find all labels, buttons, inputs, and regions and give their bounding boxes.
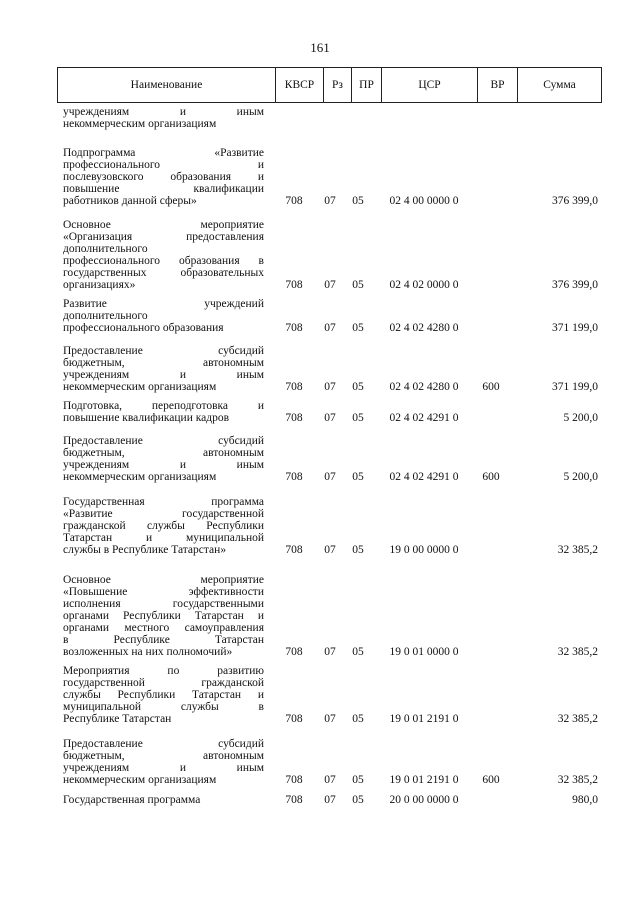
cell-pr: 05 [352, 279, 364, 291]
row-name [63, 345, 264, 393]
table-row [0, 106, 640, 130]
cell-sum: 5 200,0 [563, 471, 598, 483]
cell-sum: 32 385,2 [557, 713, 598, 725]
row-name-line: органами местного самоуправления [63, 622, 264, 634]
cell-rz: 07 [324, 322, 336, 334]
row-name-line: Предоставление субсидий [63, 345, 264, 357]
page-number: 161 [310, 40, 330, 55]
cell-kvsr: 708 [285, 544, 303, 556]
row-name-line: учреждениям и иным [63, 459, 264, 471]
cell-sum: 980,0 [572, 794, 598, 806]
cell-pr: 05 [352, 412, 364, 424]
row-name [63, 794, 264, 806]
table-row [0, 298, 640, 334]
cell-rz: 07 [324, 471, 336, 483]
row-name-line: «Организация предоставления [63, 231, 264, 243]
row-name-line: повышение квалификации [63, 183, 264, 195]
cell-rz: 07 [324, 774, 336, 786]
row-name-line: профессионального образования в [63, 255, 264, 267]
row-name-line: некоммерческим организациям [63, 774, 217, 786]
table-row [0, 496, 640, 556]
row-name [63, 665, 264, 725]
cell-rz: 07 [324, 794, 336, 806]
row-name [63, 147, 264, 207]
row-name-line: повышение квалификации кадров [63, 412, 230, 424]
header-kvsr: КВСР [276, 68, 324, 102]
table-row [0, 345, 640, 393]
header-vr: ВР [478, 68, 518, 102]
cell-rz: 07 [324, 646, 336, 658]
row-name-line: некоммерческим организациям [63, 381, 217, 393]
cell-sum: 5 200,0 [563, 412, 598, 424]
header-csr: ЦСР [382, 68, 478, 102]
cell-sum: 371 199,0 [552, 322, 598, 334]
cell-csr: 02 4 02 0000 0 [389, 279, 459, 291]
cell-csr: 19 0 01 0000 0 [389, 646, 459, 658]
header-pr: ПР [352, 68, 382, 102]
row-name-line: органами Республики Татарстан и [63, 610, 264, 622]
row-name [63, 219, 264, 291]
cell-pr: 05 [352, 646, 364, 658]
row-name-line: государственной гражданской [63, 677, 264, 689]
row-name-line: профессионального и [63, 159, 264, 171]
row-name [63, 106, 264, 130]
row-name-line: учреждениям и иным [63, 106, 264, 118]
row-name-line: бюджетным, автономным [63, 750, 264, 762]
row-name-line: Татарстан и муниципальной [63, 532, 264, 544]
cell-pr: 05 [352, 544, 364, 556]
row-name [63, 738, 264, 786]
cell-rz: 07 [324, 279, 336, 291]
table-row [0, 738, 640, 786]
row-name-line: Государственная программа [63, 794, 201, 806]
cell-csr: 19 0 00 0000 0 [389, 544, 459, 556]
cell-csr: 02 4 02 4291 0 [389, 471, 459, 483]
cell-kvsr: 708 [285, 195, 303, 207]
row-name [63, 496, 264, 556]
row-name-line: Республике Татарстан [63, 713, 172, 725]
table-header [57, 67, 602, 103]
cell-vr: 600 [482, 381, 500, 393]
row-name-line: государственных образовательных [63, 267, 264, 279]
row-name [63, 574, 264, 658]
table-row [0, 665, 640, 725]
cell-kvsr: 708 [285, 713, 303, 725]
row-name-line: возложенных на них полномочий» [63, 646, 233, 658]
cell-kvsr: 708 [285, 471, 303, 483]
cell-vr: 600 [482, 471, 500, 483]
row-name-line: послевузовского образования и [63, 171, 264, 183]
row-name-line: работников данной сферы» [63, 195, 197, 207]
cell-pr: 05 [352, 774, 364, 786]
table-row [0, 147, 640, 207]
row-name-line: учреждениям и иным [63, 762, 264, 774]
row-name-line: Основное мероприятие [63, 574, 264, 586]
row-name-line: некоммерческим организациям [63, 471, 217, 483]
row-name-line: гражданской службы Республики [63, 520, 264, 532]
table-row [0, 435, 640, 483]
row-name-line: Развитие учреждений [63, 298, 264, 310]
cell-csr: 20 0 00 0000 0 [389, 794, 459, 806]
row-name-line: исполнения государственными [63, 598, 264, 610]
cell-csr: 02 4 02 4291 0 [389, 412, 459, 424]
row-name-line: Предоставление субсидий [63, 738, 264, 750]
cell-pr: 05 [352, 195, 364, 207]
cell-kvsr: 708 [285, 794, 303, 806]
cell-sum: 32 385,2 [557, 544, 598, 556]
row-name-line: дополнительного [63, 243, 148, 255]
cell-kvsr: 708 [285, 279, 303, 291]
cell-pr: 05 [352, 794, 364, 806]
cell-rz: 07 [324, 713, 336, 725]
cell-kvsr: 708 [285, 322, 303, 334]
cell-csr: 19 0 01 2191 0 [389, 713, 459, 725]
row-name [63, 435, 264, 483]
cell-kvsr: 708 [285, 774, 303, 786]
header-sum: Сумма [543, 79, 576, 91]
cell-pr: 05 [352, 381, 364, 393]
row-name-line: муниципальной службы в [63, 701, 264, 713]
cell-rz: 07 [324, 195, 336, 207]
cell-pr: 05 [352, 713, 364, 725]
row-name-line: некоммерческим организациям [63, 118, 217, 130]
row-name-line: Мероприятия по развитию [63, 665, 264, 677]
row-name-line: Основное мероприятие [63, 219, 264, 231]
row-name-line: Подготовка, переподготовка и [63, 400, 264, 412]
row-name-line: Государственная программа [63, 496, 264, 508]
cell-rz: 07 [324, 412, 336, 424]
cell-csr: 02 4 02 4280 0 [389, 322, 459, 334]
table-row [0, 219, 640, 291]
row-name-line: в Республике Татарстан [63, 634, 264, 646]
row-name-line: профессионального образования [63, 322, 224, 334]
cell-sum: 32 385,2 [557, 646, 598, 658]
table-row [0, 400, 640, 424]
cell-sum: 376 399,0 [552, 279, 598, 291]
cell-csr: 19 0 01 2191 0 [389, 774, 459, 786]
cell-kvsr: 708 [285, 381, 303, 393]
row-name-line: дополнительного [63, 310, 148, 322]
row-name [63, 400, 264, 424]
cell-pr: 05 [352, 471, 364, 483]
table-row [0, 574, 640, 658]
header-name: Наименование [58, 68, 276, 102]
cell-kvsr: 708 [285, 646, 303, 658]
row-name-line: службы в Республике Татарстан» [63, 544, 227, 556]
cell-sum: 32 385,2 [557, 774, 598, 786]
cell-pr: 05 [352, 322, 364, 334]
row-name-line: Предоставление субсидий [63, 435, 264, 447]
cell-vr: 600 [482, 774, 500, 786]
row-name-line: учреждениям и иным [63, 369, 264, 381]
table-row [0, 794, 640, 806]
cell-sum: 376 399,0 [552, 195, 598, 207]
row-name-line: «Повышение эффективности [63, 586, 264, 598]
row-name-line: бюджетным, автономным [63, 447, 264, 459]
row-name [63, 298, 264, 334]
cell-rz: 07 [324, 544, 336, 556]
cell-sum: 371 199,0 [552, 381, 598, 393]
cell-csr: 02 4 02 4280 0 [389, 381, 459, 393]
cell-kvsr: 708 [285, 412, 303, 424]
header-rz: Рз [324, 68, 352, 102]
row-name-line: службы Республики Татарстан и [63, 689, 264, 701]
row-name-line: организациях» [63, 279, 136, 291]
cell-csr: 02 4 00 0000 0 [389, 195, 459, 207]
row-name-line: Подпрограмма «Развитие [63, 147, 264, 159]
row-name-line: бюджетным, автономным [63, 357, 264, 369]
row-name-line: «Развитие государственной [63, 508, 264, 520]
cell-rz: 07 [324, 381, 336, 393]
